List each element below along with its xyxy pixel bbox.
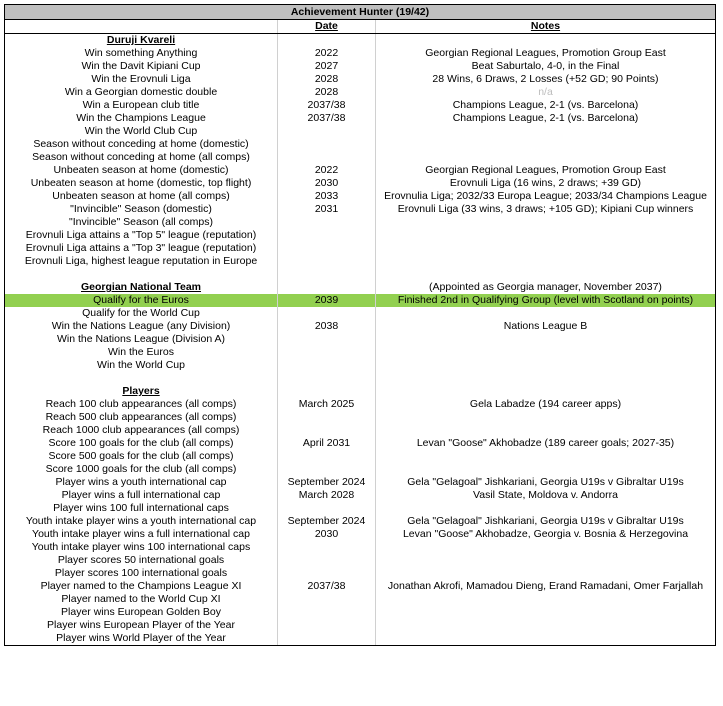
table-row [5,502,716,515]
date-cell [278,450,376,463]
achievement-cell: Youth intake player wins a full international cap [5,528,278,541]
table-row [5,463,716,476]
achievement-cell: Georgian National Team [5,281,278,294]
notes-cell [376,255,716,268]
date-cell [278,268,376,281]
date-cell: 2037/38 [278,99,376,112]
achievement-cell: "Invincible" Season (domestic) [5,203,278,216]
achievement-cell: Youth intake player wins 100 international caps [5,541,278,554]
table-row [5,450,716,463]
notes-cell [376,34,716,48]
table-row [5,606,716,619]
notes-cell [376,307,716,320]
date-cell [278,34,376,48]
table-row [5,437,716,450]
achievement-cell: Score 100 goals for the club (all comps) [5,437,278,450]
date-cell [278,606,376,619]
achievement-cell: Reach 100 club appearances (all comps) [5,398,278,411]
table-row [5,554,716,567]
table-row [5,372,716,385]
date-cell [278,502,376,515]
table-row [5,567,716,580]
achievement-cell: Player wins 100 full international caps [5,502,278,515]
table-row [5,398,716,411]
achievement-cell: Win something Anything [5,47,278,60]
achievement-cell: Youth intake player wins a youth international cap [5,515,278,528]
notes-cell: Beat Saburtalo, 4-0, in the Final [376,60,716,73]
column-header-date: Date [278,20,376,34]
achievement-cell: Unbeaten season at home (domestic, top flight) [5,177,278,190]
achievement-cell: Duruji Kvareli [5,34,278,48]
date-cell [278,229,376,242]
date-cell [278,541,376,554]
achievement-cell: Win a European club title [5,99,278,112]
date-cell [278,411,376,424]
notes-cell [376,372,716,385]
date-cell: 2022 [278,47,376,60]
date-cell [278,125,376,138]
achievement-cell: Win a Georgian domestic double [5,86,278,99]
date-cell: 2030 [278,177,376,190]
date-cell [278,281,376,294]
notes-cell: Champions League, 2-1 (vs. Barcelona) [376,112,716,125]
achievement-cell: Win the Erovnuli Liga [5,73,278,86]
notes-cell: Gela "Gelagoal" Jishkariani, Georgia U19s v Gibraltar U19s [376,476,716,489]
notes-cell: Levan "Goose" Akhobadze, Georgia v. Bosnia & Herzegovina [376,528,716,541]
achievement-cell: Players [5,385,278,398]
table-row [5,255,716,268]
achievement-cell: Qualify for the Euros [5,294,278,307]
table-row [5,359,716,372]
table-row [5,190,716,203]
date-cell [278,619,376,632]
date-cell [278,216,376,229]
table-row [5,515,716,528]
notes-cell [376,567,716,580]
achievement-cell: Reach 500 club appearances (all comps) [5,411,278,424]
achievement-cell: Player wins World Player of the Year [5,632,278,646]
date-cell [278,372,376,385]
date-cell [278,307,376,320]
table-row [5,60,716,73]
notes-cell: Georgian Regional Leagues, Promotion Group East [376,47,716,60]
date-cell [278,632,376,646]
date-cell: 2028 [278,73,376,86]
table-row [5,333,716,346]
table-row [5,177,716,190]
table-row [5,476,716,489]
table-row [5,86,716,99]
notes-cell: Gela Labadze (194 career apps) [376,398,716,411]
column-header-notes: Notes [376,20,716,34]
date-cell: 2039 [278,294,376,307]
table-row [5,489,716,502]
notes-cell: Erovnulia Liga; 2032/33 Europa League; 2033/34 Champions League [376,190,716,203]
notes-cell: Finished 2nd in Qualifying Group (level with Scotland on points) [376,294,716,307]
table-row [5,229,716,242]
date-cell: April 2031 [278,437,376,450]
table-row [5,164,716,177]
notes-cell [376,242,716,255]
notes-cell: 28 Wins, 6 Draws, 2 Losses (+52 GD; 90 Points) [376,73,716,86]
achievement-table [4,4,716,646]
date-cell [278,385,376,398]
table-row [5,528,716,541]
achievement-cell: Score 500 goals for the club (all comps) [5,450,278,463]
table-row [5,294,716,307]
notes-cell: Levan "Goose" Akhobadze (189 career goals; 2027-35) [376,437,716,450]
achievement-cell: Erovnuli Liga, highest league reputation in Europe [5,255,278,268]
table-row [5,424,716,437]
date-cell: 2028 [278,86,376,99]
notes-cell [376,125,716,138]
notes-cell [376,632,716,646]
date-cell [278,424,376,437]
date-cell: March 2025 [278,398,376,411]
date-cell [278,255,376,268]
table-row [5,112,716,125]
table-row [5,216,716,229]
column-header-achievement [5,20,278,34]
notes-cell [376,333,716,346]
date-cell: 2037/38 [278,112,376,125]
achievement-cell: Win the Davit Kipiani Cup [5,60,278,73]
notes-cell: Gela "Gelagoal" Jishkariani, Georgia U19s v Gibraltar U19s [376,515,716,528]
date-cell: 2038 [278,320,376,333]
table-row [5,268,716,281]
achievement-cell [5,268,278,281]
notes-cell [376,229,716,242]
date-cell [278,359,376,372]
section-header-row [5,385,716,398]
achievement-cell: Erovnuli Liga attains a "Top 3" league (reputation) [5,242,278,255]
achievement-cell: Player scores 50 international goals [5,554,278,567]
achievement-cell: Player wins a full international cap [5,489,278,502]
achievement-cell: "Invincible" Season (all comps) [5,216,278,229]
notes-cell [376,424,716,437]
table-row [5,203,716,216]
date-cell: 2037/38 [278,580,376,593]
achievement-cell: Win the Nations League (Division A) [5,333,278,346]
achievement-cell: Win the Champions League [5,112,278,125]
achievement-cell: Player named to the Champions League XI [5,580,278,593]
notes-cell [376,359,716,372]
table-row [5,632,716,646]
achievement-cell: Unbeaten season at home (all comps) [5,190,278,203]
date-cell: 2033 [278,190,376,203]
table-row [5,346,716,359]
date-cell [278,151,376,164]
table-row [5,580,716,593]
table-row [5,320,716,333]
achievement-cell: Season without conceding at home (domestic) [5,138,278,151]
achievement-cell: Player wins a youth international cap [5,476,278,489]
title-row [5,5,716,20]
date-cell: March 2028 [278,489,376,502]
achievement-cell: Player wins European Golden Boy [5,606,278,619]
notes-cell [376,138,716,151]
table-row [5,47,716,60]
notes-cell: n/a [376,86,716,99]
notes-cell [376,619,716,632]
achievement-cell: Score 1000 goals for the club (all comps) [5,463,278,476]
notes-cell [376,541,716,554]
date-cell: 2022 [278,164,376,177]
date-cell [278,567,376,580]
achievement-cell: Win the World Club Cup [5,125,278,138]
notes-cell [376,151,716,164]
notes-cell [376,606,716,619]
date-cell [278,138,376,151]
achievement-cell: Player scores 100 international goals [5,567,278,580]
table-row [5,73,716,86]
notes-cell [376,268,716,281]
table-row [5,307,716,320]
date-cell: September 2024 [278,476,376,489]
notes-cell: (Appointed as Georgia manager, November 2037) [376,281,716,294]
notes-cell [376,502,716,515]
notes-cell [376,385,716,398]
notes-cell: Erovnuli Liga (16 wins, 2 draws; +39 GD) [376,177,716,190]
notes-cell [376,450,716,463]
date-cell [278,333,376,346]
notes-cell: Jonathan Akrofi, Mamadou Dieng, Erand Ramadani, Omer Farjallah [376,580,716,593]
achievement-cell: Qualify for the World Cup [5,307,278,320]
achievement-cell: Win the Nations League (any Division) [5,320,278,333]
table-row [5,125,716,138]
notes-cell [376,554,716,567]
date-cell: 2027 [278,60,376,73]
section-header-row [5,281,716,294]
achievement-cell: Reach 1000 club appearances (all comps) [5,424,278,437]
achievement-cell: Win the World Cup [5,359,278,372]
achievement-cell: Player named to the World Cup XI [5,593,278,606]
notes-cell: Georgian Regional Leagues, Promotion Group East [376,164,716,177]
date-cell [278,554,376,567]
table-row [5,411,716,424]
date-cell [278,346,376,359]
section-header-row [5,34,716,48]
notes-cell: Vasil State, Moldova v. Andorra [376,489,716,502]
achievement-cell: Season without conceding at home (all comps) [5,151,278,164]
table-row [5,541,716,554]
date-cell: September 2024 [278,515,376,528]
notes-cell [376,411,716,424]
column-header-row [5,20,716,34]
date-cell [278,463,376,476]
date-cell: 2031 [278,203,376,216]
table-row [5,242,716,255]
table-row [5,99,716,112]
date-cell: 2030 [278,528,376,541]
table-row [5,593,716,606]
achievement-cell: Erovnuli Liga attains a "Top 5" league (reputation) [5,229,278,242]
table-row [5,138,716,151]
date-cell [278,242,376,255]
sheet-title: Achievement Hunter (19/42) [5,5,716,20]
notes-cell [376,463,716,476]
notes-cell [376,593,716,606]
notes-cell [376,216,716,229]
date-cell [278,593,376,606]
table-row [5,151,716,164]
notes-cell [376,346,716,359]
notes-cell: Champions League, 2-1 (vs. Barcelona) [376,99,716,112]
notes-cell: Nations League B [376,320,716,333]
achievement-cell [5,372,278,385]
notes-cell: Erovnuli Liga (33 wins, 3 draws; +105 GD); Kipiani Cup winners [376,203,716,216]
achievement-cell: Win the Euros [5,346,278,359]
achievement-cell: Player wins European Player of the Year [5,619,278,632]
achievement-cell: Unbeaten season at home (domestic) [5,164,278,177]
table-row [5,619,716,632]
